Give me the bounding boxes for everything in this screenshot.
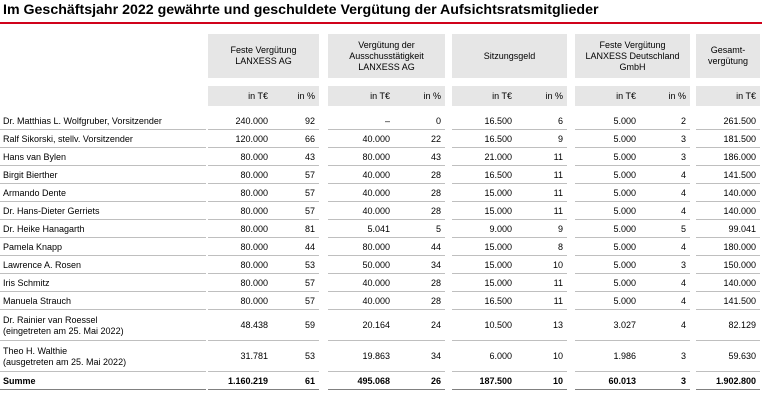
value-cell: 57: [304, 295, 315, 306]
column-group-header: [328, 34, 445, 78]
table-row: [0, 112, 762, 130]
value-cell: 5.000: [613, 259, 636, 270]
value-cell: 43: [304, 151, 315, 162]
value-cell: 5.000: [613, 169, 636, 180]
value-cell: 80.000: [240, 205, 268, 216]
table-row: [0, 202, 762, 220]
value-cell: 11: [553, 295, 563, 306]
value-cell: 5.000: [613, 187, 636, 198]
value-cell: 57: [304, 205, 315, 216]
value-cell: 8: [557, 241, 563, 252]
value-cell: 3: [680, 259, 686, 270]
value-cell: 180.000: [723, 241, 756, 252]
value-cell: 5.000: [613, 151, 636, 162]
unit-label: in T€: [248, 91, 268, 101]
row-divider: [575, 389, 690, 390]
value-cell: 186.000: [723, 151, 756, 162]
value-cell: 16.500: [484, 115, 512, 126]
value-cell: 3: [680, 151, 686, 162]
value-cell: 34: [430, 259, 441, 270]
value-cell: 4: [680, 277, 686, 288]
value-cell: 3: [680, 351, 686, 361]
value-cell: 5.000: [613, 133, 636, 144]
unit-label: in T€: [616, 91, 636, 101]
column-group-label: Feste Vergütung LANXESS AG: [230, 45, 297, 66]
value-cell: 80.000: [362, 241, 390, 252]
value-cell: 11: [553, 151, 563, 162]
value-cell: 80.000: [240, 151, 268, 162]
value-cell: 15.000: [484, 205, 512, 216]
value-cell: 4: [680, 205, 686, 216]
value-cell: 3: [680, 133, 686, 144]
column-group-label: Gesamt- vergütung: [707, 45, 749, 66]
unit-label: in T€: [492, 91, 512, 101]
table-row: [0, 292, 762, 310]
value-cell: 13: [552, 320, 563, 330]
value-cell: 40.000: [362, 205, 390, 216]
value-cell: 59: [304, 320, 315, 330]
value-cell: 141.500: [723, 169, 756, 180]
value-cell: 99.041: [728, 223, 756, 234]
table-row: [0, 148, 762, 166]
row-divider: [696, 389, 760, 390]
value-cell: 59.630: [728, 351, 756, 361]
value-cell: 81: [304, 223, 315, 234]
value-cell: 140.000: [723, 205, 756, 216]
value-cell: 44: [304, 241, 315, 252]
table-row: [0, 220, 762, 238]
value-cell: 82.129: [728, 320, 756, 330]
value-cell: 34: [430, 351, 441, 361]
value-cell: 181.500: [723, 133, 756, 144]
value-cell: 140.000: [723, 187, 756, 198]
value-cell: 5.000: [613, 115, 636, 126]
value-cell: 5.041: [367, 223, 390, 234]
member-name: Hans van Bylen: [3, 151, 67, 162]
value-cell: 16.500: [484, 295, 512, 306]
value-cell: 53: [304, 259, 315, 270]
value-cell: 53: [304, 351, 315, 361]
unit-label: in %: [297, 91, 315, 101]
value-cell: 19.863: [362, 351, 390, 361]
column-group-header: [575, 34, 690, 78]
table-row: [0, 310, 762, 341]
column-group-label: Vergütung der Ausschusstätigkeit LANXESS AG: [349, 39, 424, 72]
value-cell: 5.000: [613, 295, 636, 306]
member-name: Dr. Rainier van Roessel (eingetreten am 25. Mai 2022): [3, 314, 124, 336]
value-cell: 10.500: [484, 320, 512, 330]
row-divider: [452, 389, 567, 390]
value-cell: 66: [304, 133, 315, 144]
member-name: Armando Dente: [3, 187, 67, 198]
value-cell: 80.000: [240, 295, 268, 306]
value-cell: 57: [304, 187, 315, 198]
value-cell: 40.000: [362, 133, 390, 144]
value-cell: 11: [553, 169, 563, 180]
value-cell: 80.000: [240, 241, 268, 252]
row-divider: [328, 389, 445, 390]
value-cell: 80.000: [240, 259, 268, 270]
value-cell: 9.000: [489, 223, 512, 234]
value-cell: 40.000: [362, 295, 390, 306]
value-cell: 28: [430, 187, 441, 198]
value-cell: 1.160.219: [227, 375, 268, 386]
value-cell: 28: [430, 277, 441, 288]
value-cell: 40.000: [362, 277, 390, 288]
member-name: Birgit Bierther: [3, 169, 58, 180]
value-cell: 140.000: [723, 277, 756, 288]
value-cell: 5.000: [613, 277, 636, 288]
title-divider: [0, 22, 762, 24]
value-cell: 60.013: [608, 375, 636, 386]
value-cell: 43: [430, 151, 441, 162]
value-cell: 61: [304, 375, 315, 386]
value-cell: 28: [430, 295, 441, 306]
column-group-header: [696, 34, 760, 78]
total-row: [0, 372, 762, 390]
column-group-label: Feste Vergütung LANXESS Deutschland GmbH: [585, 39, 680, 72]
value-cell: 5.000: [613, 205, 636, 216]
table-row: [0, 184, 762, 202]
value-cell: 11: [553, 277, 563, 288]
value-cell: 80.000: [240, 223, 268, 234]
value-cell: 80.000: [240, 277, 268, 288]
value-cell: 141.500: [723, 295, 756, 306]
value-cell: 40.000: [362, 187, 390, 198]
value-cell: 240.000: [235, 115, 268, 126]
value-cell: 15.000: [484, 277, 512, 288]
table-row: [0, 166, 762, 184]
value-cell: 4: [680, 169, 686, 180]
value-cell: 3.027: [613, 320, 636, 330]
member-name: Dr. Hans-Dieter Gerriets: [3, 205, 100, 216]
member-name: Dr. Matthias L. Wolfgruber, Vorsitzender: [3, 115, 162, 126]
value-cell: 4: [680, 295, 686, 306]
value-cell: 22: [430, 133, 441, 144]
value-cell: 9: [557, 223, 563, 234]
value-cell: 495.068: [357, 375, 390, 386]
value-cell: 28: [430, 205, 441, 216]
value-cell: 15.000: [484, 241, 512, 252]
member-name: Theo H. Walthie (ausgetreten am 25. Mai 2022): [3, 345, 127, 367]
table-title: Im Geschäftsjahr 2022 gewährte und geschuldete Vergütung der Aufsichtsratsmitglieder: [3, 2, 599, 18]
unit-label: in T€: [370, 91, 390, 101]
value-cell: 5.000: [613, 241, 636, 252]
value-cell: 9: [557, 133, 563, 144]
value-cell: 2: [680, 115, 686, 126]
row-divider: [0, 389, 206, 390]
member-name: Dr. Heike Hanagarth: [3, 223, 85, 234]
value-cell: 6: [557, 115, 563, 126]
unit-label: in %: [423, 91, 441, 101]
value-cell: 5: [435, 223, 441, 234]
member-name: Lawrence A. Rosen: [3, 259, 82, 270]
unit-label: in %: [668, 91, 686, 101]
table-row: [0, 238, 762, 256]
value-cell: 16.500: [484, 133, 512, 144]
row-divider: [208, 389, 319, 390]
value-cell: 1.902.800: [715, 375, 756, 386]
value-cell: 80.000: [362, 151, 390, 162]
value-cell: 26: [430, 375, 441, 386]
value-cell: 20.164: [362, 320, 390, 330]
value-cell: –: [384, 115, 390, 126]
value-cell: 11: [553, 205, 563, 216]
table-row: [0, 274, 762, 292]
member-name: Iris Schmitz: [3, 277, 50, 288]
value-cell: 80.000: [240, 169, 268, 180]
value-cell: 44: [430, 241, 441, 252]
value-cell: 6.000: [489, 351, 512, 361]
value-cell: 150.000: [723, 259, 756, 270]
value-cell: 92: [304, 115, 315, 126]
value-cell: 10: [552, 375, 563, 386]
value-cell: 1.986: [613, 351, 636, 361]
value-cell: 40.000: [362, 169, 390, 180]
total-label: Summe: [3, 375, 36, 386]
value-cell: 10: [552, 259, 563, 270]
value-cell: 120.000: [235, 133, 268, 144]
column-group-header: [452, 34, 567, 78]
value-cell: 48.438: [240, 320, 268, 330]
value-cell: 5.000: [613, 223, 636, 234]
value-cell: 10: [552, 351, 563, 361]
value-cell: 187.500: [479, 375, 512, 386]
member-name: Manuela Strauch: [3, 295, 72, 306]
value-cell: 0: [435, 115, 441, 126]
value-cell: 4: [680, 187, 686, 198]
value-cell: 11: [553, 187, 563, 198]
value-cell: 50.000: [362, 259, 390, 270]
value-cell: 261.500: [723, 115, 756, 126]
value-cell: 80.000: [240, 187, 268, 198]
column-group-header: [208, 34, 319, 78]
value-cell: 4: [680, 241, 686, 252]
table-row: [0, 341, 762, 372]
value-cell: 15.000: [484, 259, 512, 270]
member-name: Ralf Sikorski, stellv. Vorsitzender: [3, 133, 133, 144]
unit-label: in %: [545, 91, 563, 101]
value-cell: 15.000: [484, 187, 512, 198]
value-cell: 21.000: [484, 151, 512, 162]
value-cell: 31.781: [240, 351, 268, 361]
value-cell: 16.500: [484, 169, 512, 180]
table-row: [0, 256, 762, 274]
value-cell: 5: [680, 223, 686, 234]
member-name: Pamela Knapp: [3, 241, 63, 252]
value-cell: 57: [304, 169, 315, 180]
unit-label: in T€: [736, 91, 756, 101]
value-cell: 28: [430, 169, 441, 180]
value-cell: 3: [680, 375, 686, 386]
column-group-label: Sitzungsgeld: [483, 50, 536, 61]
value-cell: 24: [430, 320, 441, 330]
table-row: [0, 130, 762, 148]
value-cell: 4: [680, 320, 686, 330]
value-cell: 57: [304, 277, 315, 288]
